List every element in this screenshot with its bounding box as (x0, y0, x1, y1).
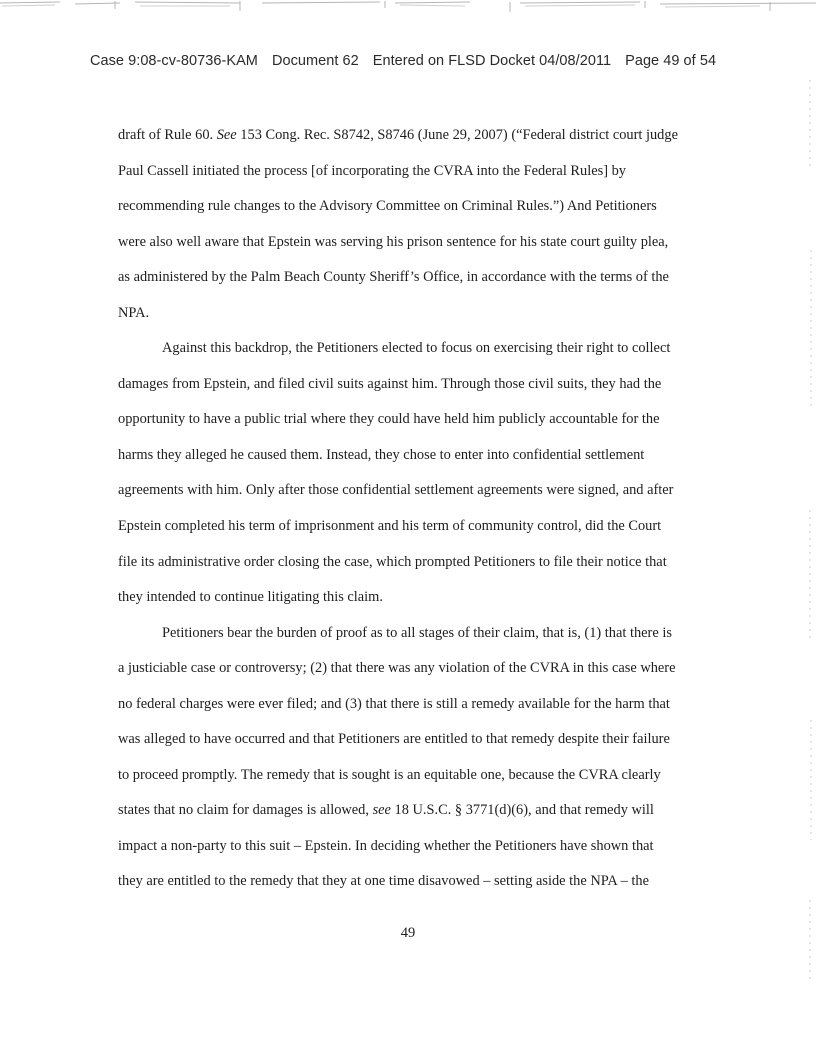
text-line (118, 302, 708, 338)
citation-signal: see (372, 802, 391, 819)
text-segment: 153 Cong. Rec. S8742, S8746 (June 29, 2007) (“Federal district court judge (236, 127, 678, 143)
document-header (90, 53, 750, 69)
text-line (118, 657, 708, 693)
body-text (118, 124, 708, 906)
text-line (118, 870, 708, 906)
text-segment: they intended to continue litigating this claim. (118, 589, 383, 606)
text-line (118, 124, 708, 160)
text-segment: agreements with him. Only after those confidential settlement agreements were signed, and after (118, 482, 674, 499)
text-segment: 18 U.S.C. § 3771(d)(6), and that remedy will (390, 802, 654, 819)
text-line (118, 373, 708, 409)
header-document-number: Document 62 (271, 53, 359, 69)
text-line (118, 693, 708, 729)
text-segment: impact a non-party to this suit – Epstein. In deciding whether the Petitioners have shown that (118, 837, 654, 854)
text-segment: Petitioners bear the burden of proof as to all stages of their claim, that is, (1) that there is (162, 624, 672, 641)
text-segment: they are entitled to the remedy that they at one time disavowed – setting aside the NPA – the (118, 873, 649, 890)
text-line (118, 835, 708, 871)
text-segment: states that no claim for damages is allowed, (118, 802, 373, 819)
text-segment: draft of Rule 60. (118, 127, 217, 143)
text-line (118, 408, 708, 444)
text-line (118, 764, 708, 800)
text-segment: as administered by the Palm Beach County Sheriff’s Office, in accordance with the terms of the (118, 269, 669, 286)
text-line (118, 266, 708, 302)
text-segment: harms they alleged he caused them. Instead, they chose to enter into confidential settlement (118, 446, 645, 463)
text-line (118, 337, 708, 373)
text-segment: a justiciable case or controversy; (2) that there was any violation of the CVRA in this case where (118, 660, 676, 677)
text-line (118, 515, 708, 551)
text-line (118, 799, 708, 835)
text-line (118, 231, 708, 267)
text-segment: Paul Cassell initiated the process [of incorporating the CVRA into the Federal Rules] by (118, 162, 626, 179)
text-line (118, 551, 708, 587)
header-case-number: Case 9:08-cv-80736-KAM (90, 53, 258, 69)
text-segment: Epstein completed his term of imprisonment and his term of community control, did the Court (118, 518, 662, 535)
scan-artifact-top (0, 0, 816, 12)
text-line (118, 195, 708, 231)
text-line (118, 444, 708, 480)
text-segment: file its administrative order closing the case, which prompted Petitioners to file their notice that (118, 553, 667, 570)
text-line (118, 479, 708, 515)
text-line (118, 622, 708, 658)
scan-artifact-right-edge (802, 80, 816, 980)
text-segment: Against this backdrop, the Petitioners elected to focus on exercising their right to collect (162, 340, 671, 357)
text-segment: to proceed promptly. The remedy that is sought is an equitable one, because the CVRA clearly (118, 766, 661, 783)
text-segment: NPA. (118, 304, 150, 321)
citation-signal: See (216, 127, 237, 143)
header-page-count: Page 49 of 54 (625, 53, 717, 69)
text-segment: opportunity to have a public trial where they could have held him publicly accountable for the (118, 411, 660, 428)
text-line (118, 586, 708, 622)
text-segment: damages from Epstein, and filed civil suits against him. Through those civil suits, they had the (118, 375, 662, 392)
text-segment: were also well aware that Epstein was serving his prison sentence for his state court guilty plea, (118, 233, 669, 250)
text-segment: was alleged to have occurred and that Petitioners are entitled to that remedy despite their failure (118, 731, 670, 748)
header-docket-entry: Entered on FLSD Docket 04/08/2011 (372, 53, 612, 69)
text-segment: no federal charges were ever filed; and (3) that there is still a remedy available for the harm that (118, 695, 670, 712)
page-number: 49 (400, 925, 416, 941)
text-line (118, 728, 708, 764)
text-line (118, 160, 708, 196)
text-segment: recommending rule changes to the Advisory Committee on Criminal Rules.”) And Petitioners (118, 198, 657, 215)
